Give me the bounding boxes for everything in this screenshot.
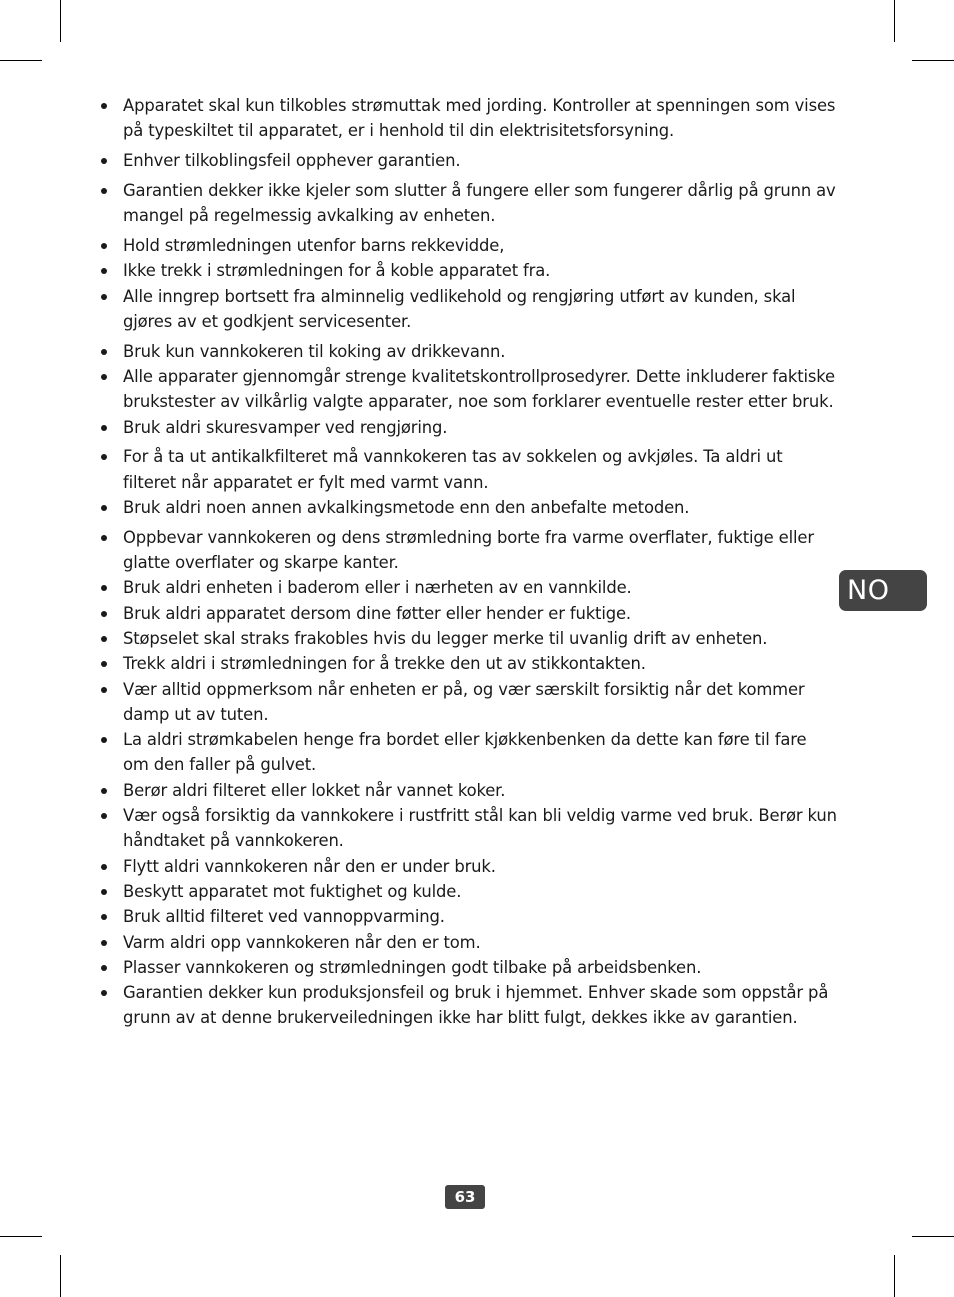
- list-item-text: Bruk alltid filteret ved vannoppvarming.: [123, 907, 445, 927]
- list-item-text: Enhver tilkoblingsfeil opphever garantien.: [123, 151, 461, 171]
- list-item-text: Hold strømledningen utenfor barns rekkevidde,: [123, 235, 505, 255]
- list-item: [97, 778, 837, 803]
- crop-mark: [60, 0, 61, 42]
- page-number: 63: [445, 1185, 485, 1209]
- crop-mark: [0, 1236, 42, 1237]
- list-item: [97, 677, 837, 728]
- bullet-icon: [101, 188, 107, 194]
- crop-mark: [0, 60, 42, 61]
- bullet-icon: [101, 914, 107, 920]
- bullet-icon: [101, 268, 107, 274]
- list-item-text: Støpselet skal straks frakobles hvis du legger merke til uvanlig drift av enheten.: [123, 628, 768, 648]
- crop-mark: [912, 60, 954, 61]
- list-item: [97, 854, 837, 879]
- list-item: [97, 803, 837, 854]
- list-item-text: Alle inngrep bortsett fra alminnelig vedlikehold og rengjøring utført av kunden, skal gjøres av et godkjent servicesenter.: [123, 286, 796, 331]
- list-item: [97, 904, 837, 929]
- list-item-text: Bruk aldri skuresvamper ved rengjøring.: [123, 417, 448, 437]
- list-item: [97, 495, 837, 520]
- list-item-text: La aldri strømkabelen henge fra bordet eller kjøkkenbenken da dette kan føre til fare om den faller på gulvet.: [123, 730, 807, 775]
- list-item-text: Garantien dekker ikke kjeler som slutter å fungere eller som fungerer dårlig på grunn av mangel på regelmessig avkalking av enheten.: [123, 180, 836, 226]
- list-item: [97, 233, 837, 258]
- list-item-text: Bruk aldri apparatet dersom dine føtter eller hender er fuktige.: [123, 603, 631, 623]
- bullet-icon: [101, 349, 107, 355]
- bullet-icon: [101, 661, 107, 667]
- list-item: [97, 339, 837, 364]
- list-item: [97, 178, 837, 229]
- list-item: [97, 525, 837, 576]
- list-item: [97, 879, 837, 904]
- bullet-icon: [101, 535, 107, 541]
- list-item-text: Varm aldri opp vannkokeren når den er tom.: [123, 932, 481, 952]
- bullet-icon: [101, 103, 107, 109]
- bullet-icon: [101, 374, 107, 380]
- bullet-icon: [101, 889, 107, 895]
- bullet-icon: [101, 243, 107, 249]
- bullet-icon: [101, 940, 107, 946]
- list-item: [97, 727, 837, 778]
- language-tab: NO: [839, 570, 927, 611]
- list-item-text: Plasser vannkokeren og strømledningen godt tilbake på arbeidsbenken.: [123, 957, 702, 977]
- list-item-text: Berør aldri filteret eller lokket når vannet koker.: [123, 780, 506, 800]
- list-item: [97, 415, 837, 440]
- crop-mark: [894, 1255, 895, 1297]
- crop-mark: [912, 1236, 954, 1237]
- bullet-icon: [101, 454, 107, 460]
- bullet-icon: [101, 611, 107, 617]
- bullet-icon: [101, 294, 107, 300]
- bullet-icon: [101, 636, 107, 642]
- list-item: [97, 93, 837, 144]
- crop-mark: [60, 1255, 61, 1297]
- list-item-text: Ikke trekk i strømledningen for å koble apparatet fra.: [123, 261, 551, 281]
- list-item-text: Beskytt apparatet mot fuktighet og kulde.: [123, 881, 462, 901]
- list-item-text: For å ta ut antikalkfilteret må vannkokeren tas av sokkelen og avkjøles. Ta aldri ut filteret når apparatet er fylt med varmt vann.: [123, 447, 783, 492]
- list-item: [97, 444, 837, 495]
- list-item: [97, 575, 837, 600]
- list-item-text: Trekk aldri i strømledningen for å trekke den ut av stikkontakten.: [123, 654, 646, 674]
- list-item: [97, 980, 837, 1031]
- bullet-icon: [101, 425, 107, 431]
- bullet-icon: [101, 158, 107, 164]
- list-item: [97, 955, 837, 980]
- bullet-icon: [101, 505, 107, 511]
- list-item: [97, 930, 837, 955]
- bullet-icon: [101, 687, 107, 693]
- list-item: [97, 601, 837, 626]
- bullet-icon: [101, 990, 107, 996]
- safety-instructions-list: [97, 93, 837, 1031]
- bullet-icon: [101, 737, 107, 743]
- bullet-icon: [101, 864, 107, 870]
- crop-mark: [894, 0, 895, 42]
- list-item-text: Alle apparater gjennomgår strenge kvalitetskontrollprosedyrer. Dette inkluderer faktiske brukstester av vilkårlig valgte apparater, noe som forklarer eventuelle rester etter bruk.: [123, 366, 835, 412]
- list-item-text: Apparatet skal kun tilkobles strømuttak med jording. Kontroller at spenningen som vises på typeskiltet til apparatet, er i henhold til din elektrisitetsforsyning.: [123, 96, 836, 141]
- bullet-icon: [101, 965, 107, 971]
- list-item: [97, 284, 837, 335]
- list-item-text: Bruk aldri noen annen avkalkingsmetode enn den anbefalte metoden.: [123, 497, 690, 517]
- list-item: [97, 651, 837, 676]
- list-item-text: Vær alltid oppmerksom når enheten er på, og vær særskilt forsiktig når det kommer damp ut av tuten.: [123, 679, 805, 724]
- list-item-text: Vær også forsiktig da vannkokere i rustfritt stål kan bli veldig varme ved bruk. Berør kun håndtaket på vannkokeren.: [123, 806, 837, 851]
- bullet-icon: [101, 788, 107, 794]
- list-item-text: Bruk aldri enheten i baderom eller i nærheten av en vannkilde.: [123, 578, 632, 598]
- list-item: [97, 364, 837, 415]
- list-item-text: Garantien dekker kun produksjonsfeil og bruk i hjemmet. Enhver skade som oppstår på grunn av at denne brukerveiledningen ikke har blitt fulgt, dekkes ikke av garantien.: [123, 983, 829, 1028]
- list-item-text: Bruk kun vannkokeren til koking av drikkevann.: [123, 341, 506, 361]
- list-item-text: Oppbevar vannkokeren og dens strømledning borte fra varme overflater, fuktige eller glatte overflater og skarpe kanter.: [123, 527, 814, 573]
- list-item: [97, 626, 837, 651]
- list-item-text: Flytt aldri vannkokeren når den er under bruk.: [123, 856, 496, 876]
- bullet-icon: [101, 585, 107, 591]
- list-item: [97, 258, 837, 283]
- bullet-icon: [101, 813, 107, 819]
- list-item: [97, 148, 837, 173]
